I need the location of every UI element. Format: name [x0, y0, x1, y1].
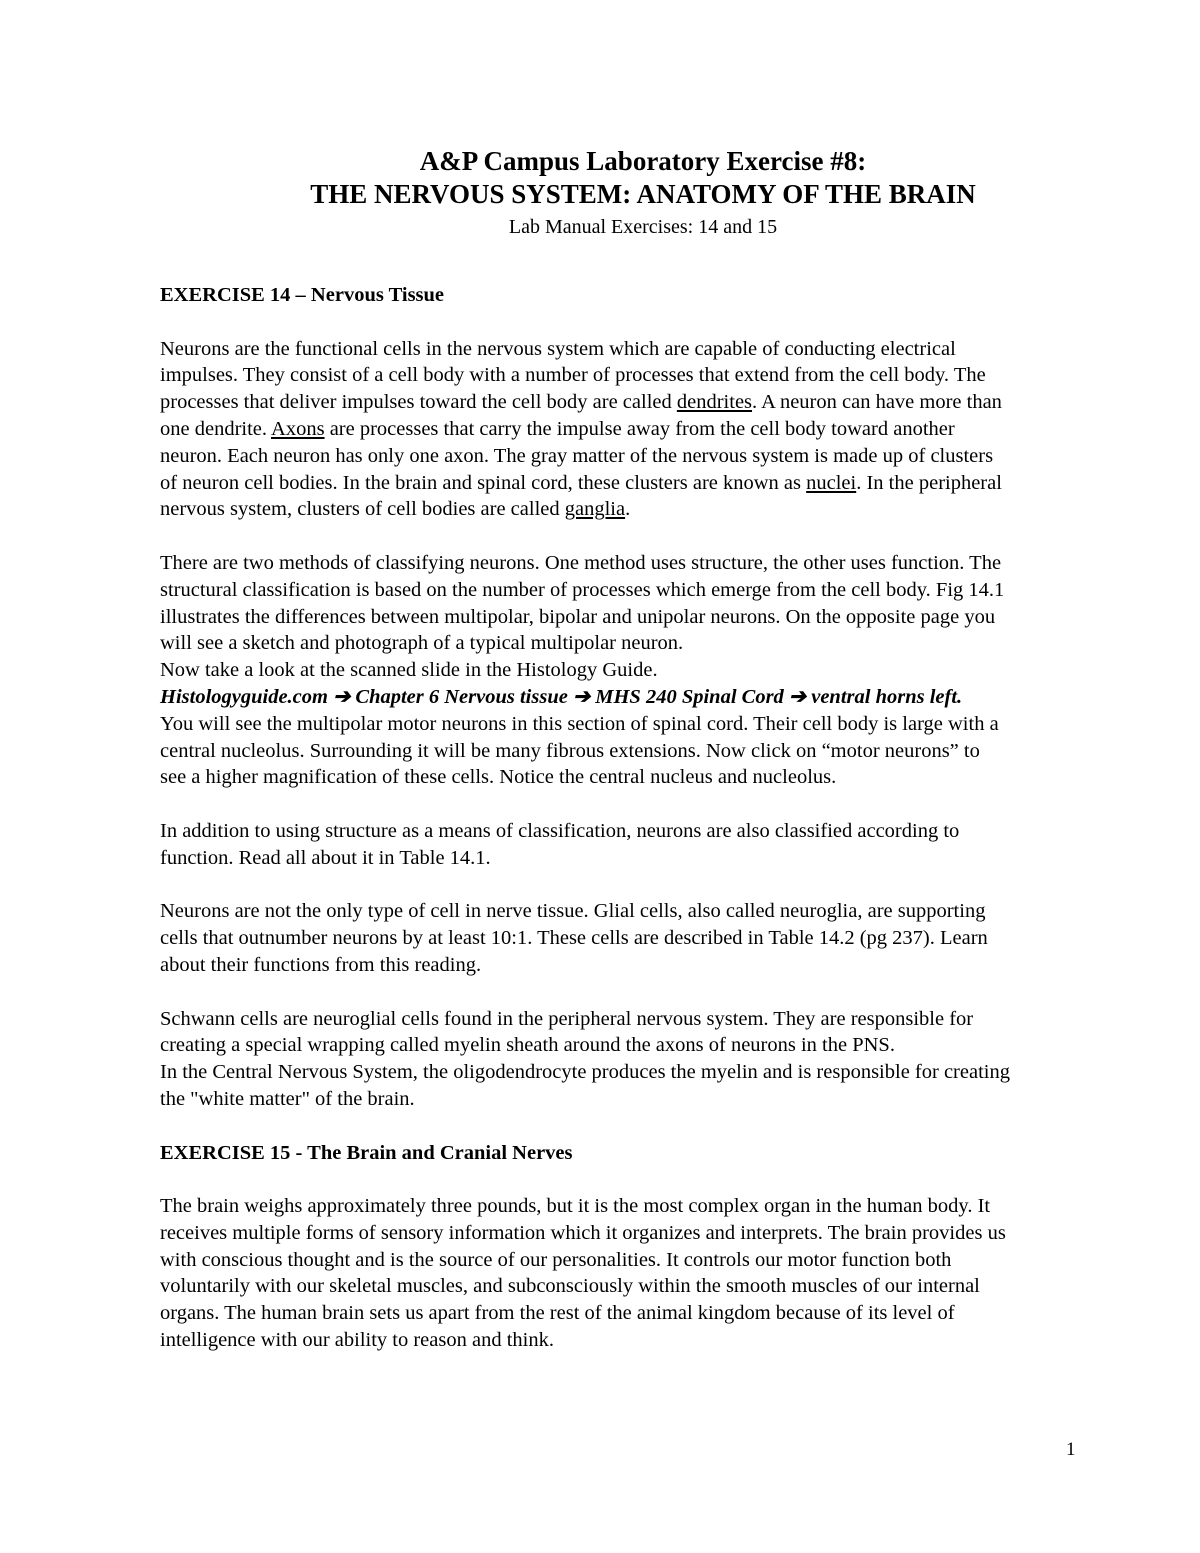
- exercise-15-heading: EXERCISE 15 - The Brain and Cranial Nerves: [160, 1141, 573, 1164]
- term-dendrites: dendrites: [676, 391, 753, 414]
- glial-cells-paragraph: Neurons are not the only type of cell in nerve tissue. Glial cells, also called neuroglia, are supporting cells that outnumber neurons by at least 10:1. These cells are described in Table 14.2 (pg 237). Learn about their functions from this reading.: [160, 900, 988, 976]
- term-ganglia: ganglia: [564, 498, 626, 521]
- title-block: [148, 145, 1138, 241]
- document-subject-title: THE NERVOUS SYSTEM: ANATOMY OF THE BRAIN: [310, 179, 976, 209]
- brain-paragraph: The brain weighs approximately three pounds, but it is the most complex organ in the human body. It receives multiple forms of sensory information which it organizes and interprets. The brain provides us with conscious thought and is the source of our personalities. It controls our motor function both voluntarily with our skeletal muscles, and subconsciously within the smooth muscles of our internal organs. The human brain sets us apart from the rest of the animal kingdom because of its level of intelligence with our ability to reason and think.: [160, 1195, 1006, 1352]
- document-title: A&P Campus Laboratory Exercise #8:: [419, 146, 867, 176]
- term-nuclei: nuclei: [806, 471, 857, 494]
- function-classification-paragraph: In addition to using structure as a means of classification, neurons are also classified according to function. Read all about it in Table 14.1.: [160, 819, 960, 869]
- histology-guide-path: Histologyguide.com ➔ Chapter 6 Nervous tissue ➔ MHS 240 Spinal Cord ➔ ventral horns left.: [160, 685, 963, 708]
- term-axons: Axons: [271, 417, 325, 440]
- lab-manual-reference: Lab Manual Exercises: 14 and 15: [508, 216, 778, 238]
- page-number: 1: [1066, 1439, 1076, 1460]
- exercise-14-heading: EXERCISE 14 – Nervous Tissue: [160, 284, 445, 306]
- classification-paragraph: There are two methods of classifying neurons. One method uses structure, the other uses function. The structural classification is based on the number of processes which emerge from the cell body. Fig 14.1 illustrates the differences between multipolar, bipolar and unipolar neurons. On the opposite page you will see a sketch and photograph of a typical multipolar neuron. Now take a look at the scanned slide in the Histology Guide. Histologyguide.com ➔ Chapter 6 Nervous tissue ➔ MHS 240 Spinal Cord ➔ ventral horns left. You will see the multipolar motor neurons in this section of spinal cord. Their cell body is large with a central nucleolus. Surrounding it will be many fibrous extensions. Now click on “motor neurons” to see a higher magnification of these cells. Notice the central nucleus and nucleolus.: [160, 550, 1150, 791]
- schwann-cells-paragraph: Schwann cells are neuroglial cells found in the peripheral nervous system. They are responsible for creating a special wrapping called myelin sheath around the axons of neurons in the PNS. In the Central Nervous System, the oligodendrocyte produces the myelin and is responsible for creating the "white matter" of the brain.: [160, 1007, 1010, 1110]
- page-content: [160, 145, 1150, 1354]
- neurons-paragraph: Neurons are the functional cells in the nervous system which are capable of conducting electrical impulses. They consist of a cell body with a number of processes that extend from the cell body. The processes that deliver impulses toward the cell body are called dendrites. A neuron can have more than one dendrite. Axons are processes that carry the impulse away from the cell body toward another neuron. Each neuron has only one axon. The gray matter of the nervous system is made up of clusters of neuron cell bodies. In the brain and spinal cord, these clusters are known as nuclei. In the peripheral nervous system, clusters of cell bodies are called ganglia.: [160, 337, 1002, 521]
